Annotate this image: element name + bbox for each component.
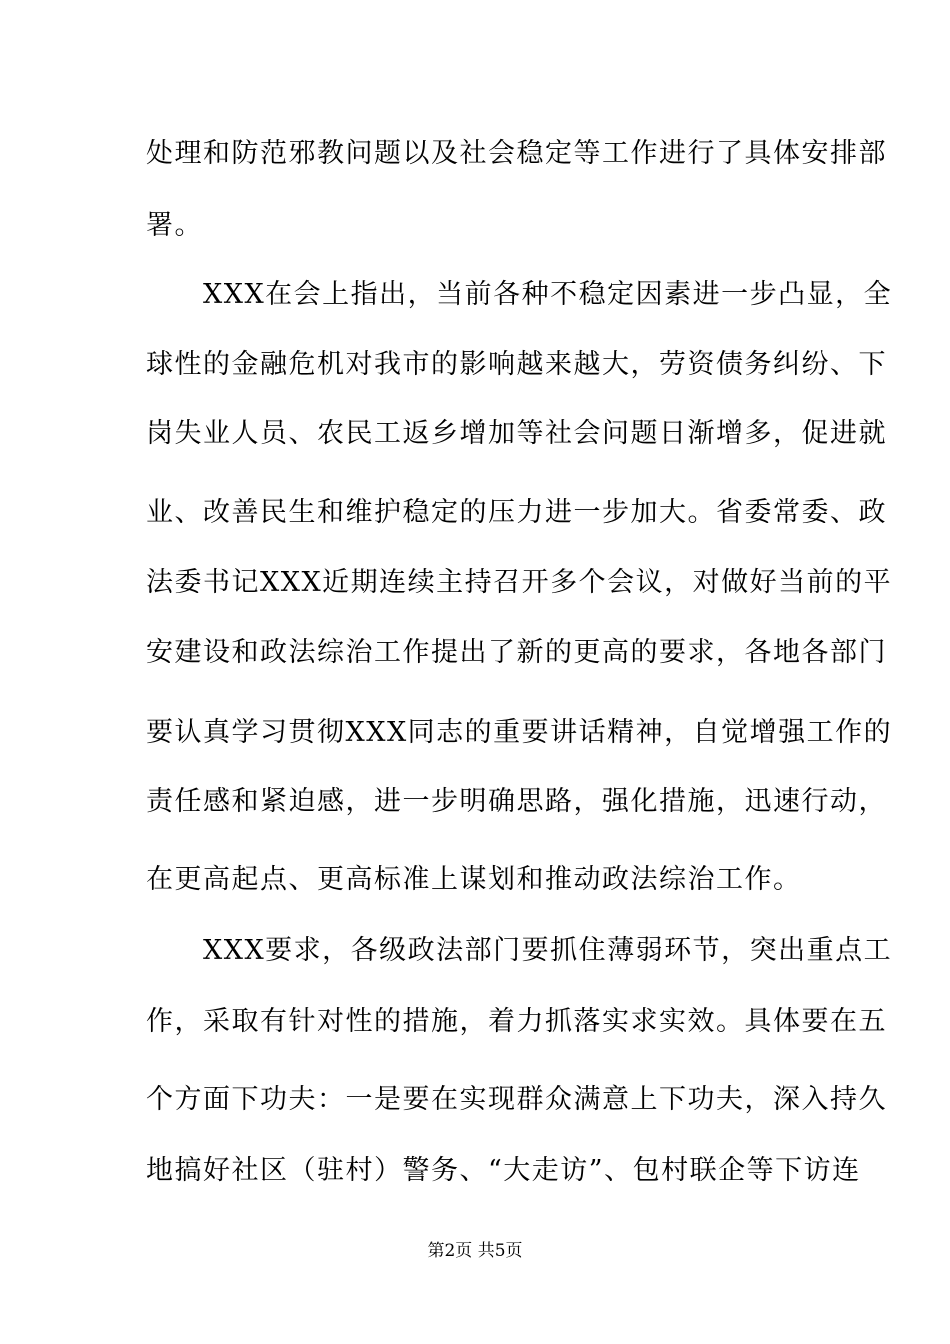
text-line: 球性的金融危机对我市的影响越来越大，劳资债务纠纷、下: [146, 349, 887, 380]
page-number-footer: 第2页 共5页: [427, 1241, 523, 1261]
text-line: 地搞好社区（驻村）警务、“大走访”、包村联企等下访连: [146, 1155, 861, 1186]
text-line: 安建设和政法综治工作提出了新的更高的要求，各地各部门: [146, 637, 887, 668]
text-line: XXX在会上指出，当前各种不稳定因素进一步凸显，全: [146, 279, 893, 310]
text-line: 署。: [146, 210, 203, 241]
text-line: 责任感和紧迫感，进一步明确思路，强化措施，迅速行动，: [146, 786, 887, 817]
text-line: 在更高起点、更高标准上谋划和推动政法综治工作。: [146, 864, 802, 895]
text-line: 要认真学习贯彻XXX同志的重要讲话精神，自觉增强工作的: [146, 717, 893, 748]
text-line: 业、改善民生和维护稳定的压力进一步加大。省委常委、政: [146, 497, 887, 528]
text-line: 作，采取有针对性的措施，着力抓落实求实效。具体要在五: [146, 1006, 887, 1037]
text-line: 岗失业人员、农民工返乡增加等社会问题日渐增多，促进就: [146, 418, 887, 449]
text-line: 处理和防范邪教问题以及社会稳定等工作进行了具体安排部: [146, 138, 887, 169]
text-line: 法委书记XXX近期连续主持召开多个会议，对做好当前的平: [146, 567, 893, 598]
text-line: XXX要求，各级政法部门要抓住薄弱环节，突出重点工: [146, 935, 893, 966]
text-line: 个方面下功夫：一是要在实现群众满意上下功夫，深入持久: [146, 1084, 887, 1115]
